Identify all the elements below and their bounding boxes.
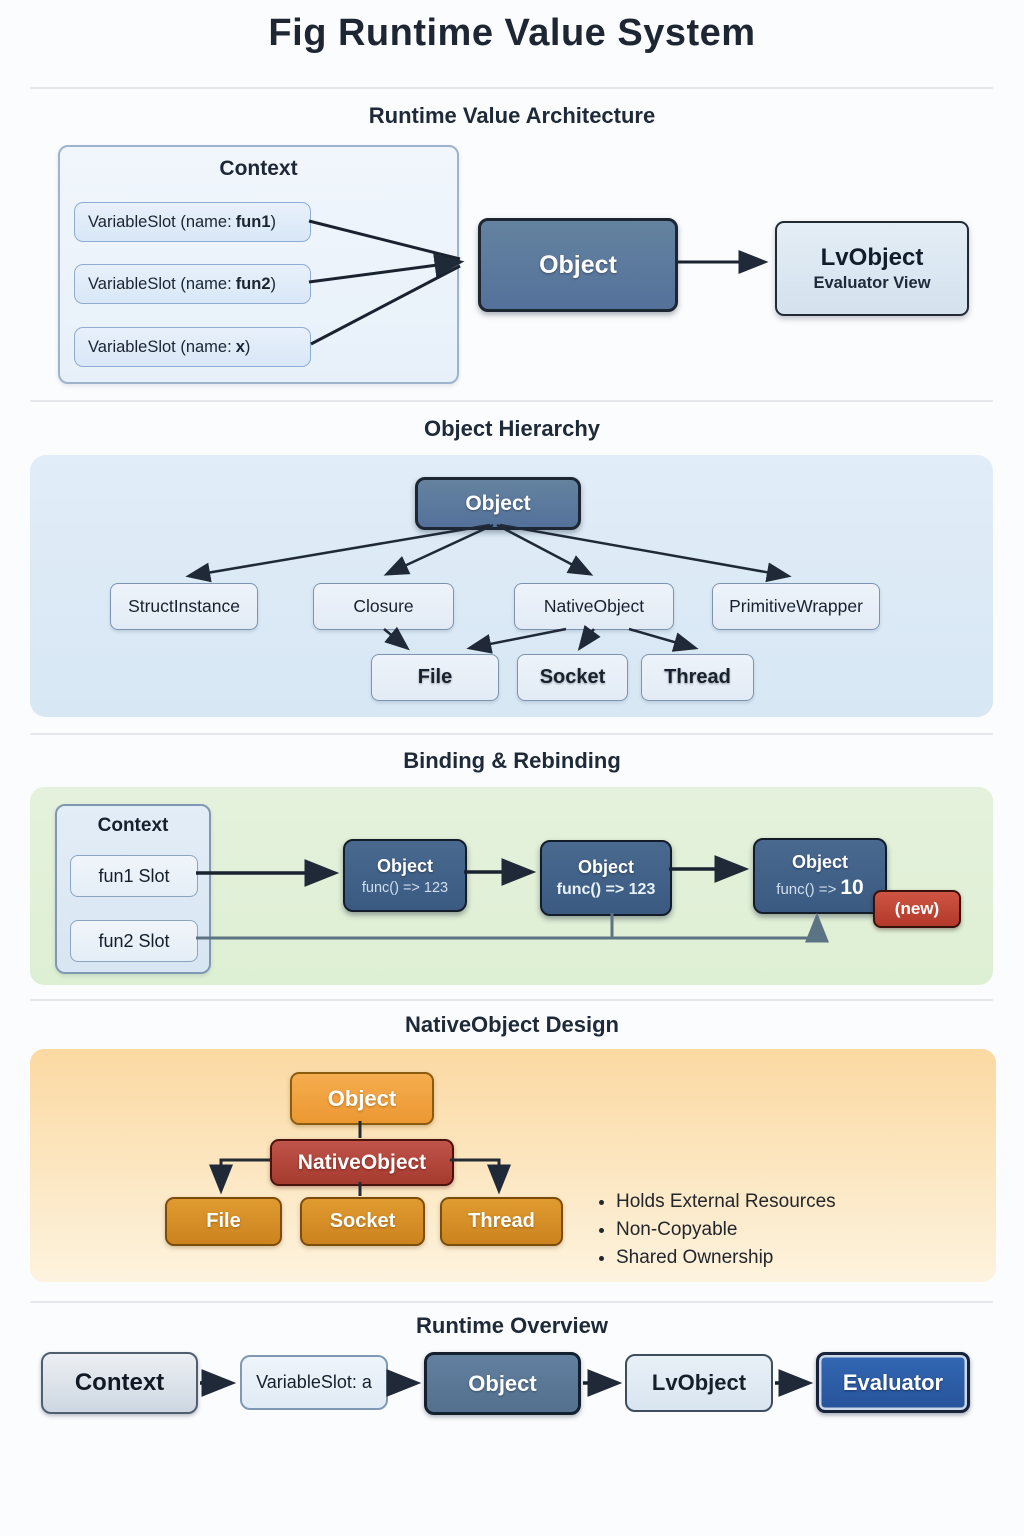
hierarchy-node-socket: Socket (517, 654, 628, 701)
section-header-hierarchy: Object Hierarchy (423, 416, 601, 441)
lvobject-subtitle: Evaluator View (813, 274, 931, 292)
bullet-holds-external-resources: • Holds External Resources (616, 1188, 836, 1216)
lvobject-node (775, 221, 969, 316)
hierarchy-node-file: File (371, 654, 499, 701)
fun1-slot: fun1 Slot (70, 855, 198, 897)
value-prefix: func() => (776, 881, 837, 898)
bullet-non-copyable: • Non-Copyable (616, 1216, 836, 1244)
section-header-architecture: Runtime Value Architecture (368, 103, 656, 128)
slot-prefix: VariableSlot (name: (88, 274, 232, 293)
binding-object-3 (753, 838, 887, 914)
hierarchy-node-nativeobject: NativeObject (514, 583, 674, 630)
hierarchy-node-primitivewrapper: PrimitiveWrapper (712, 583, 880, 630)
slot-suffix: ) (270, 212, 277, 231)
section-divider (30, 1301, 993, 1303)
variable-slot-fun1 (74, 202, 311, 242)
object-node-architecture: Object (478, 218, 678, 312)
section-header-overview: Runtime Overview (416, 1313, 608, 1338)
page-title: Fig Runtime Value System (268, 12, 756, 54)
variable-slot-x (74, 327, 311, 367)
hierarchy-node-closure: Closure (313, 583, 454, 630)
object-value: func() => 123 (556, 881, 656, 898)
context-panel-architecture (58, 145, 459, 384)
value-emphasis: 10 (840, 876, 864, 899)
context-title: Context (219, 157, 298, 180)
section-divider (30, 733, 993, 735)
hierarchy-node-structinstance: StructInstance (110, 583, 258, 630)
object-title: Object (791, 852, 848, 872)
section-header-native: NativeObject Design (405, 1012, 619, 1037)
binding-object-1 (343, 839, 467, 912)
slot-suffix: ) (244, 337, 251, 356)
overview-node-variableslot: VariableSlot: a (240, 1355, 388, 1410)
object-value (776, 876, 863, 900)
lvobject-title: LvObject (820, 244, 924, 271)
hierarchy-root-object: Object (415, 477, 581, 530)
section-divider (30, 400, 993, 402)
object-title: Object (376, 855, 433, 876)
context-panel-binding (55, 804, 211, 974)
slot-suffix: ) (270, 274, 277, 293)
slot-name: fun2 (235, 274, 271, 293)
overview-node-object: Object (424, 1352, 581, 1415)
native-root-object: Object (290, 1072, 434, 1125)
slot-prefix: VariableSlot (name: (88, 337, 232, 356)
object-title: Object (577, 857, 634, 877)
native-node-socket: Socket (300, 1197, 425, 1246)
native-object-node: NativeObject (270, 1139, 454, 1186)
overview-node-lvobject: LvObject (625, 1354, 773, 1412)
overview-node-context: Context (41, 1352, 198, 1414)
native-node-thread: Thread (440, 1197, 563, 1246)
slot-name: fun1 (235, 212, 271, 231)
overview-node-evaluator: Evaluator (816, 1352, 970, 1413)
binding-object-2 (540, 840, 672, 916)
native-panel (30, 1049, 996, 1282)
native-bullet-list (598, 1188, 836, 1272)
section-header-binding: Binding & Rebinding (403, 748, 621, 773)
new-badge: (new) (873, 890, 961, 928)
native-node-file: File (165, 1197, 282, 1246)
section-divider (30, 87, 993, 89)
section-divider (30, 999, 993, 1001)
variable-slot-fun2 (74, 264, 311, 304)
slot-name: x (235, 337, 245, 356)
object-value: func() => 123 (361, 879, 449, 896)
hierarchy-node-thread: Thread (641, 654, 754, 701)
slot-prefix: VariableSlot (name: (88, 212, 232, 231)
bullet-shared-ownership: • Shared Ownership (616, 1244, 836, 1272)
context-title: Context (97, 815, 169, 836)
fun2-slot: fun2 Slot (70, 920, 198, 962)
